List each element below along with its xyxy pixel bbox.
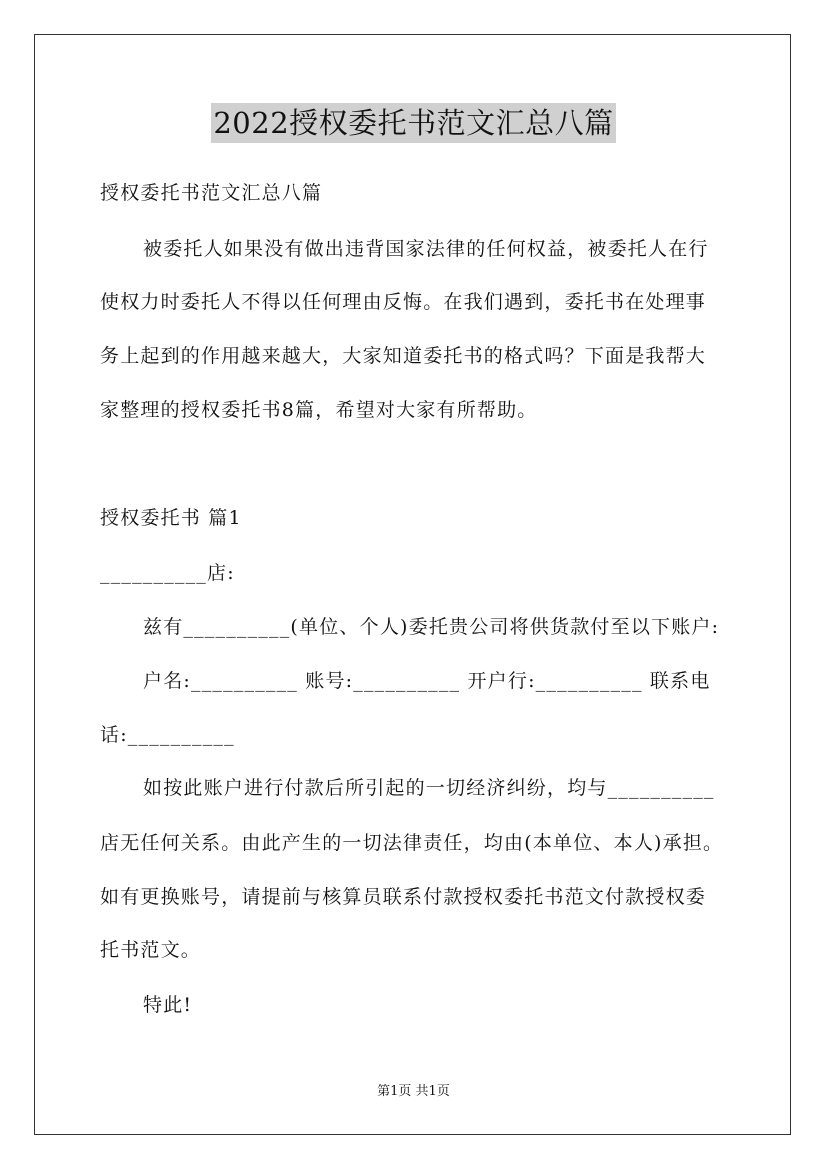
intro-line-2: 使权力时委托人不得以任何理由反悔。在我们遇到，委托书在处理事 [100, 291, 707, 313]
body-line-7: 如有更换账号，请提前与核算员联系付款授权委托书范文付款授权委 [100, 886, 707, 908]
intro-line-3: 务上起到的作用越来越大，大家知道委托书的格式吗？下面是我帮大 [100, 345, 707, 367]
intro-line-4: 家整理的授权委托书8篇，希望对大家有所帮助。 [100, 399, 538, 421]
body-line-5: 如按此账户进行付款后所引起的一切经济纠纷，均与__________ [143, 777, 715, 799]
body-line-3: 户名:__________ 账号:__________ 开户行:__________ 联系电 [143, 670, 711, 692]
body-line-8: 托书范文。 [100, 939, 202, 961]
document-title: 2022授权委托书范文汇总八篇 [211, 103, 615, 143]
document-subtitle: 授权委托书范文汇总八篇 [100, 182, 323, 204]
body-line-2: 兹有__________(单位、个人)委托贵公司将供货款付至以下账户: [143, 616, 720, 638]
intro-line-1: 被委托人如果没有做出违背国家法律的任何权益，被委托人在行 [143, 238, 709, 260]
body-line-6: 店无任何关系。由此产生的一切法律责任，均由(本单位、本人)承担。 [100, 832, 724, 854]
title-container [0, 103, 827, 143]
body-line-9: 特此! [143, 994, 193, 1016]
section-heading: 授权委托书 篇1 [100, 507, 242, 529]
body-line-4: 话:__________ [100, 724, 235, 746]
page-footer: 第1页 共1页 [377, 1084, 450, 1099]
body-line-1: __________店: [100, 562, 235, 584]
